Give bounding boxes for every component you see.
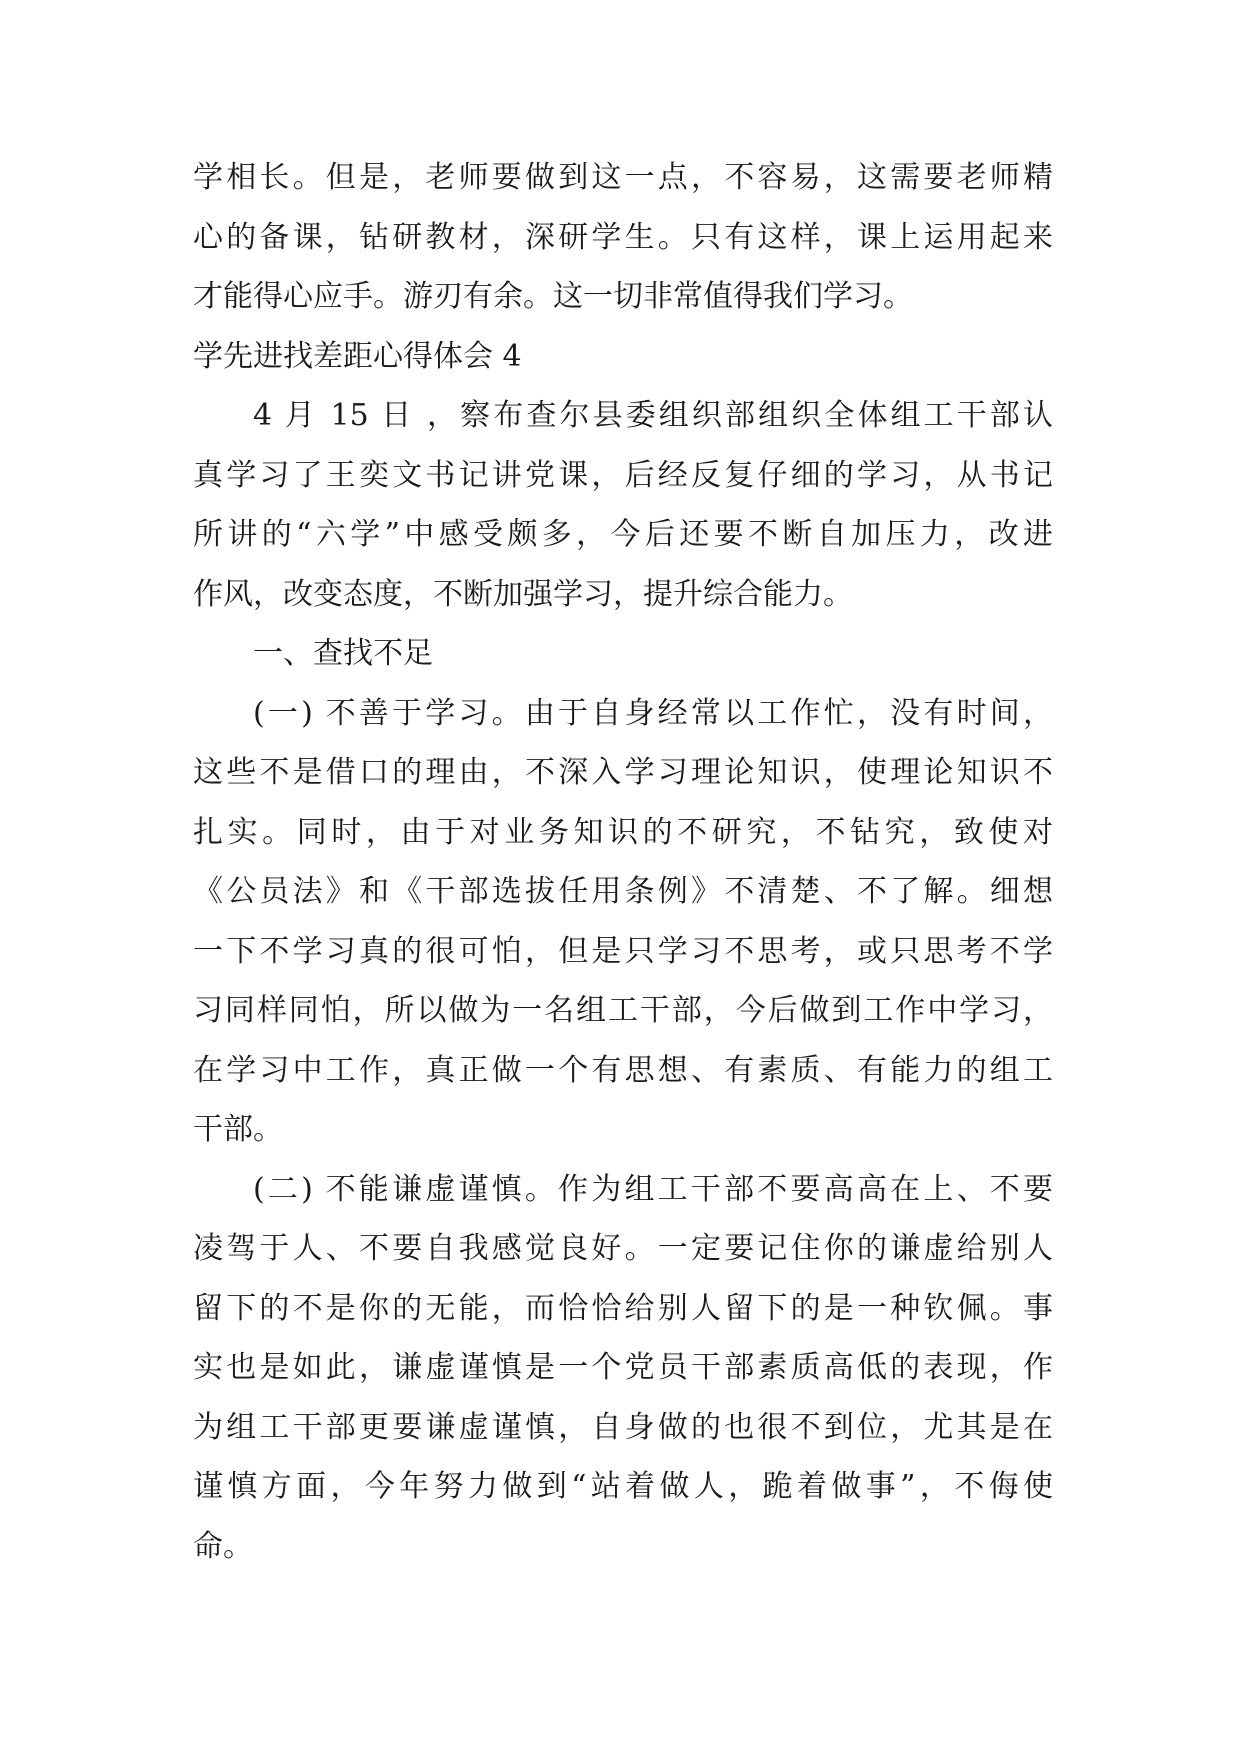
paragraph-line: 实也是如此，谦虚谨慎是一个党员干部素质高低的表现，作 [193, 1350, 1053, 1385]
paragraph-line: 干部。 [193, 1112, 283, 1147]
paragraph-line: 所讲的“六学”中感受颇多，今后还要不断自加压力，改进 [193, 517, 1053, 552]
paragraph-line: 为组工干部更要谦虚谨慎，自身做的也很不到位，尤其是在 [193, 1409, 1053, 1445]
paragraph-line: 学相长。但是，老师要做到这一点，不容易，这需要老师精 [193, 160, 1053, 195]
paragraph-line: 作风，改变态度，不断加强学习，提升综合能力。 [193, 576, 853, 612]
section-heading: 学先进找差距心得体会 4 [193, 338, 522, 374]
paragraph-line: 一下不学习真的很可怕，但是只学习不思考，或只思考不学 [193, 933, 1053, 969]
paragraph-line: 才能得心应手。游刃有余。这一切非常值得我们学习。 [193, 279, 913, 314]
paragraph-line: 扎实。同时，由于对业务知识的不研究，不钻究，致使对 [193, 814, 1053, 850]
paragraph-line: (一) 不善于学习。由于自身经常以工作忙，没有时间， [253, 695, 1053, 731]
paragraph-line: 《公员法》和《干部选拔任用条例》不清楚、不了解。细想 [193, 874, 1053, 909]
paragraph-line: 心的备课，钻研教材，深研学生。只有这样，课上运用起来 [193, 219, 1053, 255]
paragraph-line: 这些不是借口的理由，不深入学习理论知识，使理论知识不 [193, 755, 1053, 790]
paragraph-line: 习同样同怕，所以做为一名组工干部，今后做到工作中学习， [193, 993, 1053, 1028]
paragraph-line: 在学习中工作，真正做一个有思想、有素质、有能力的组工 [193, 1052, 1053, 1088]
paragraph-line: 谨慎方面，今年努力做到“站着做人，跪着做事”，不侮使 [193, 1469, 1053, 1504]
paragraph-line: 命。 [193, 1528, 253, 1564]
paragraph-line: 4 月 15 日 ，察布查尔县委组织部组织全体组工干部认 [253, 398, 1053, 433]
subsection-heading: 一、查找不足 [253, 636, 433, 671]
paragraph-line: (二) 不能谦虚谨慎。作为组工干部不要高高在上、不要 [253, 1171, 1053, 1207]
paragraph-line: 凌驾于人、不要自我感觉良好。一定要记住你的谦虚给别人 [193, 1231, 1053, 1266]
paragraph-line: 留下的不是你的无能，而恰恰给别人留下的是一种钦佩。事 [193, 1290, 1053, 1326]
document-body [193, 148, 1053, 1576]
paragraph-line: 真学习了王奕文书记讲党课，后经反复仔细的学习，从书记 [193, 457, 1053, 493]
